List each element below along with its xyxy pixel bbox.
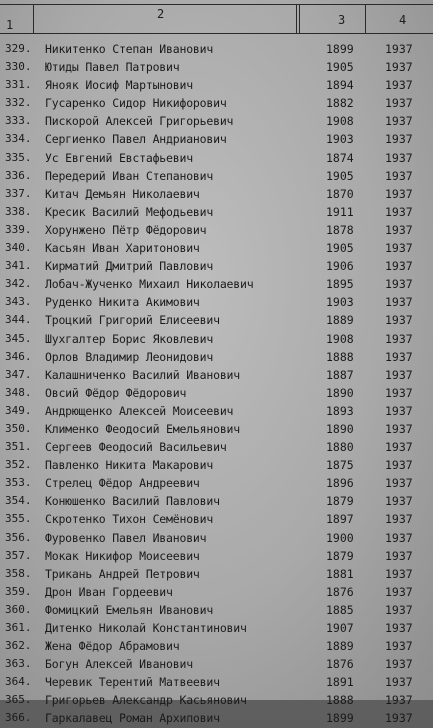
row-number: 338. — [5, 204, 32, 218]
year-value: 1937 — [385, 440, 413, 455]
year-value: 1937 — [385, 204, 413, 219]
year-value: 1937 — [385, 42, 413, 56]
year-value: 1937 — [385, 96, 413, 111]
birth-year: 1889 — [326, 639, 354, 654]
table-row — [0, 691, 433, 709]
birth-year: 1908 — [326, 331, 354, 346]
row-number: 329. — [5, 42, 32, 55]
year-value: 1937 — [385, 494, 413, 509]
table-row — [0, 130, 433, 148]
birth-year: 1896 — [326, 476, 354, 491]
year-value: 1937 — [385, 566, 413, 581]
person-name: Орлов Владимир Леонидович — [45, 349, 214, 364]
year-value: 1937 — [385, 259, 413, 274]
year-value: 1937 — [385, 277, 413, 292]
row-number: 331. — [5, 78, 32, 92]
birth-year: 1905 — [326, 60, 354, 75]
person-name: Дрон Иван Гордеевич — [45, 584, 173, 599]
table-row — [0, 167, 433, 185]
year-value: 1937 — [385, 693, 413, 708]
row-number: 351. — [5, 440, 32, 454]
birth-year: 1885 — [326, 602, 354, 617]
birth-year: 1889 — [326, 313, 354, 328]
header-label-1: 1 — [6, 18, 14, 32]
table-row — [0, 311, 433, 329]
person-name: Шухгалтер Борис Яковлевич — [45, 331, 214, 346]
table-row — [0, 94, 433, 112]
table-row — [0, 221, 433, 239]
year-value: 1937 — [385, 186, 413, 201]
year-value: 1937 — [385, 331, 413, 346]
table-row — [0, 330, 433, 348]
table-row — [0, 529, 433, 547]
row-number: 337. — [5, 186, 32, 200]
table-row — [0, 293, 433, 311]
year-value: 1937 — [385, 150, 413, 165]
birth-year: 1907 — [326, 621, 354, 635]
person-name: Григорьев Александр Касьянович — [45, 693, 247, 708]
table-row — [0, 601, 433, 619]
row-number: 335. — [5, 150, 32, 164]
year-value: 1937 — [385, 602, 413, 617]
person-name: Троцкий Григорий Елисеевич — [45, 313, 220, 328]
person-name: Кирматий Дмитрий Павлович — [45, 259, 214, 274]
person-name: Трикань Андрей Петрович — [45, 566, 200, 581]
table-row — [0, 185, 433, 203]
person-name: Богун Алексей Иванович — [45, 657, 193, 672]
row-number: 345. — [5, 331, 32, 345]
birth-year: 1899 — [326, 42, 354, 56]
row-number: 347. — [5, 367, 32, 381]
year-value: 1937 — [385, 458, 413, 473]
row-number: 332. — [5, 96, 32, 110]
person-name: Андрющенко Алексей Моисеевич — [45, 403, 234, 418]
birth-year: 1878 — [326, 222, 354, 237]
person-name: Черевик Терентий Матвеевич — [45, 675, 220, 690]
year-value: 1937 — [385, 675, 413, 690]
person-name: Скротенко Тихон Семёнович — [45, 512, 214, 527]
year-value: 1937 — [385, 295, 413, 310]
row-number: 355. — [5, 512, 32, 526]
row-number: 365. — [5, 693, 32, 707]
row-number: 363. — [5, 657, 32, 671]
table-row — [0, 402, 433, 420]
row-number: 336. — [5, 168, 32, 182]
table-row — [0, 348, 433, 366]
birth-year: 1882 — [326, 96, 354, 111]
table-row — [0, 709, 433, 727]
table-row — [0, 275, 433, 293]
year-value: 1937 — [385, 385, 413, 400]
year-value: 1937 — [385, 548, 413, 563]
row-number: 333. — [5, 114, 32, 128]
table-row — [0, 40, 433, 58]
table-row — [0, 492, 433, 510]
person-name: Руденко Никита Акимович — [45, 295, 200, 310]
birth-year: 1876 — [326, 584, 354, 599]
person-name: Пискорой Алексей Григорьевич — [45, 114, 234, 129]
person-name: Мокак Никифор Моисеевич — [45, 548, 200, 563]
header-cell-4 — [366, 5, 433, 33]
table-row — [0, 474, 433, 492]
row-number: 334. — [5, 132, 32, 146]
table-row — [0, 239, 433, 257]
header-cell-1 — [0, 5, 34, 33]
table-row — [0, 565, 433, 583]
row-number: 359. — [5, 584, 32, 598]
year-value: 1937 — [385, 621, 413, 635]
birth-year: 1890 — [326, 385, 354, 400]
birth-year: 1903 — [326, 295, 354, 310]
row-number: 364. — [5, 675, 32, 689]
header-label-4: 4 — [399, 13, 407, 27]
birth-year: 1903 — [326, 132, 354, 147]
person-name: Сергеев Феодосий Васильевич — [45, 440, 227, 455]
person-name: Кресик Василий Мефодьевич — [45, 204, 214, 219]
birth-year: 1897 — [326, 512, 354, 527]
header-label-3: 3 — [338, 13, 346, 27]
row-number: 339. — [5, 222, 32, 236]
table-row — [0, 257, 433, 275]
birth-year: 1888 — [326, 693, 354, 708]
birth-year: 1879 — [326, 494, 354, 509]
person-name: Клименко Феодосий Емельянович — [45, 421, 240, 436]
table-header — [0, 4, 433, 34]
person-name: Ус Евгений Евстафьевич — [45, 150, 193, 165]
person-name: Дитенко Николай Константинович — [45, 621, 247, 635]
row-number: 348. — [5, 385, 32, 399]
table-row — [0, 619, 433, 637]
birth-year: 1893 — [326, 403, 354, 418]
birth-year: 1888 — [326, 349, 354, 364]
row-number: 358. — [5, 566, 32, 580]
year-value: 1937 — [385, 241, 413, 256]
person-name: Лобач-Жученко Михаил Николаевич — [45, 277, 254, 292]
table-row — [0, 637, 433, 655]
year-value: 1937 — [385, 584, 413, 599]
row-number: 342. — [5, 277, 32, 291]
row-number: 360. — [5, 602, 32, 616]
table-row — [0, 366, 433, 384]
table-row — [0, 420, 433, 438]
person-name: Янояк Иосиф Мартынович — [45, 78, 193, 93]
person-name: Калашниченко Василий Иванович — [45, 367, 240, 382]
table-row — [0, 510, 433, 528]
year-value: 1937 — [385, 639, 413, 654]
year-value: 1937 — [385, 657, 413, 672]
row-number: 352. — [5, 458, 32, 472]
row-number: 361. — [5, 621, 32, 634]
table-row — [0, 384, 433, 402]
table-row — [0, 438, 433, 456]
row-number: 362. — [5, 639, 32, 653]
year-value: 1937 — [385, 530, 413, 545]
person-name: Ютиды Павел Патрович — [45, 60, 180, 75]
birth-year: 1870 — [326, 186, 354, 201]
year-value: 1937 — [385, 367, 413, 382]
header-divider — [299, 4, 300, 33]
table-row — [0, 76, 433, 94]
table-row — [0, 655, 433, 673]
birth-year: 1895 — [326, 277, 354, 292]
year-value: 1937 — [385, 403, 413, 418]
birth-year: 1874 — [326, 150, 354, 165]
person-name: Жена Фёдор Абрамович — [45, 639, 180, 654]
birth-year: 1881 — [326, 566, 354, 581]
birth-year: 1900 — [326, 530, 354, 545]
row-number: 349. — [5, 403, 32, 417]
year-value: 1937 — [385, 60, 413, 75]
row-number: 366. — [5, 711, 32, 725]
person-name: Касьян Иван Харитонович — [45, 241, 200, 256]
person-name: Никитенко Степан Иванович — [45, 42, 214, 56]
birth-year: 1894 — [326, 78, 354, 93]
row-number: 346. — [5, 349, 32, 363]
register-rows — [0, 40, 433, 728]
year-value: 1937 — [385, 78, 413, 93]
person-name: Китач Демьян Николаевич — [45, 186, 200, 201]
year-value: 1937 — [385, 711, 413, 726]
header-cell-2 — [34, 5, 296, 33]
person-name: Конюшенко Василий Павлович — [45, 494, 220, 509]
person-name: Передерий Иван Степанович — [45, 168, 214, 183]
person-name: Фомицкий Емельян Иванович — [45, 602, 214, 617]
header-cell-3 — [298, 5, 364, 33]
table-row — [0, 149, 433, 167]
header-divider — [296, 4, 297, 33]
person-name: Овсий Фёдор Фёдорович — [45, 385, 187, 400]
birth-year: 1911 — [326, 204, 354, 219]
year-value: 1937 — [385, 421, 413, 436]
row-number: 350. — [5, 421, 32, 435]
table-row — [0, 203, 433, 221]
row-number: 340. — [5, 241, 32, 255]
row-number: 356. — [5, 530, 32, 544]
year-value: 1937 — [385, 512, 413, 527]
row-number: 357. — [5, 548, 32, 562]
year-value: 1937 — [385, 168, 413, 183]
birth-year: 1905 — [326, 241, 354, 256]
table-row — [0, 112, 433, 130]
header-divider — [33, 4, 34, 33]
birth-year: 1875 — [326, 458, 354, 473]
table-row — [0, 673, 433, 691]
table-row — [0, 456, 433, 474]
table-row — [0, 58, 433, 76]
person-name: Гаркалавец Роман Архипович — [45, 711, 220, 726]
year-value: 1937 — [385, 114, 413, 129]
birth-year: 1906 — [326, 259, 354, 274]
person-name: Фуровенко Павел Иванович — [45, 530, 207, 545]
row-number: 353. — [5, 476, 32, 490]
year-value: 1937 — [385, 313, 413, 328]
person-name: Хорунжено Пётр Фёдорович — [45, 222, 207, 237]
birth-year: 1905 — [326, 168, 354, 183]
birth-year: 1908 — [326, 114, 354, 129]
row-number: 341. — [5, 259, 32, 273]
birth-year: 1890 — [326, 421, 354, 436]
year-value: 1937 — [385, 349, 413, 364]
year-value: 1937 — [385, 222, 413, 237]
row-number: 344. — [5, 313, 32, 327]
birth-year: 1899 — [326, 711, 354, 726]
header-divider — [365, 4, 366, 33]
person-name: Павленко Никита Макарович — [45, 458, 214, 473]
row-number: 330. — [5, 60, 32, 74]
person-name: Гусаренко Сидор Никифорович — [45, 96, 227, 111]
person-name: Стрелец Фёдор Андреевич — [45, 476, 200, 491]
person-name: Сергиенко Павел Андрианович — [45, 132, 227, 147]
row-number: 343. — [5, 295, 32, 309]
year-value: 1937 — [385, 132, 413, 147]
table-row — [0, 583, 433, 601]
birth-year: 1891 — [326, 675, 354, 690]
birth-year: 1887 — [326, 367, 354, 382]
header-label-2: 2 — [157, 7, 165, 21]
birth-year: 1880 — [326, 440, 354, 455]
birth-year: 1879 — [326, 548, 354, 563]
table-row — [0, 547, 433, 565]
row-number: 354. — [5, 494, 32, 508]
birth-year: 1876 — [326, 657, 354, 672]
year-value: 1937 — [385, 476, 413, 491]
